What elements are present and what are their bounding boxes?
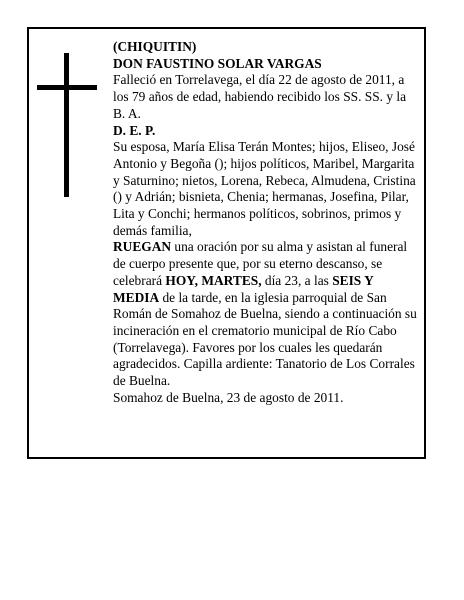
death-statement: Falleció en Torrelavega, el día 22 de agosto de 2011, a los 79 años de edad, habiendo recibido los SS. SS. y la B. A. (113, 72, 407, 121)
ruegan-word: RUEGAN (113, 239, 172, 255)
place-date: Somahoz de Buelna, 23 de agosto de 2011. (113, 389, 344, 405)
nickname: (CHIQUITIN) (113, 39, 197, 54)
family-list: Su esposa, María Elisa Terán Montes; hijos, Eliseo, José Antonio y Begoña (); hijos políticos, Maribel, Margarita y Saturnino; nietos, Lorena, Rebeca, Almudena, Cristina () y Adrián; bisnieta, Chenia; hermanas, Josefina, Pilar, Lita y Conchi; hermanos políticos, sobrinos, primos y demás familia, (113, 139, 416, 238)
request-part-2: día 23, a las (261, 272, 333, 288)
today-word: HOY, MARTES, (165, 272, 262, 288)
request-part-1: una oración por su alma y asistan al funeral de cuerpo presente que, por su eterno descanso, se celebrará (113, 239, 408, 288)
obituary-text (113, 39, 419, 406)
cross-horizontal-bar (37, 85, 97, 90)
funeral-request (113, 239, 419, 389)
request-part-3: de la tarde, en la iglesia parroquial de San Román de Somahoz de Buelna, siendo a continuación su incineración en el crematorio municipal de Río Cabo (Torrelavega). Favores por los cuales les quedarán agradecidos. Capilla ardiente: Tanatorio de Los Corrales de Buelna. (113, 289, 417, 389)
cross-vertical-bar (64, 53, 69, 197)
deceased-name: DON FAUSTINO SOLAR VARGAS (113, 55, 322, 71)
dep-line: D. E. P. (113, 122, 156, 138)
funeral-time: SEIS Y MEDIA (113, 272, 374, 305)
